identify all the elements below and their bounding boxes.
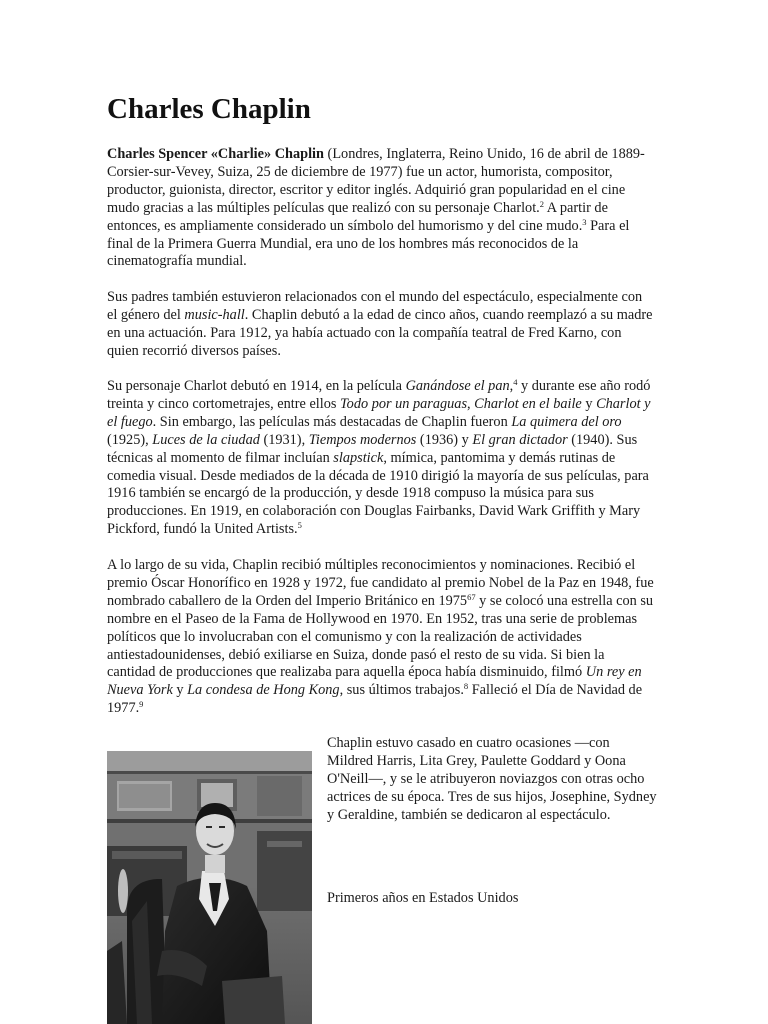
text-span: (1925), (107, 431, 153, 448)
film-title: Charlot y el fuego (107, 395, 651, 430)
charlot-paragraph (107, 378, 655, 539)
text-span: A lo largo de su vida, Chaplin recibió múltiples reconocimientos y nominaciones. Recibió el premio Óscar Honorífico en 1928 y 1972, fue candidato al premio Nobel de la Paz en 1948, fue nombrado caballero de la Orden del Imperio Británico en 1975 (107, 557, 654, 609)
text-span: (1931), (259, 431, 309, 448)
parents-paragraph (107, 289, 655, 361)
italic-term: music-hall (184, 306, 245, 323)
film-title: Un rey en Nueva York (107, 664, 642, 699)
chaplin-photo (107, 751, 312, 1024)
text-span: y se colocó una estrella con su nombre en el Paseo de la Fama de Hollywood en 1970. En 1952, tras una serie de problemas políticos que lo involucraban con el comunismo y con la realización de actividades antiestadounidenses, debió exiliarse en Suiza, donde pasó el resto de su vida. Si bien la cantidad de producciones que realizaba para aquella época había disminuido, filmó (107, 592, 654, 681)
footnote-ref[interactable]: 8 (463, 681, 469, 692)
page-title: Charles Chaplin (107, 93, 311, 125)
footnote-ref[interactable]: 9 (139, 699, 144, 710)
section-heading: Primeros años en Estados Unidos (327, 890, 519, 906)
text-span: , (509, 378, 514, 394)
italic-term: slapstick (333, 449, 384, 466)
text-span: Para el final de la Primera Guerra Mundial, era uno de los hombres más reconocidos de la cinematografía mundial. (107, 217, 630, 270)
text-span: Sus padres también estuvieron relacionados con el mundo del espectáculo, especialmente con el género del (107, 289, 643, 323)
text-span: . Chaplin debutó a la edad de cinco años, cuando reemplazó a su madre en una actuación. Para 1912, ya había actuado con la compañía teatral de Fred Karno, con quien recorrió diversos países. (107, 306, 653, 359)
footnote-ref[interactable]: 3 (582, 216, 587, 227)
film-title: Tiempos modernos (308, 431, 417, 448)
text-span: y durante ese año rodó treinta y cinco cortometrajes, entre ellos (107, 378, 651, 412)
footnote-ref[interactable]: 5 (297, 520, 302, 531)
film-title: El gran dictador (472, 431, 568, 448)
text-span: y (581, 395, 597, 412)
intro-paragraph (107, 146, 655, 271)
text-span: y (172, 682, 188, 699)
text-span: . Sin embargo, las películas más destacadas de Chaplin fueron (152, 413, 512, 430)
text-span: Su personaje Charlot debutó en 1914, en la película (107, 378, 406, 394)
text-span: (1936) y (416, 431, 473, 448)
film-title: La condesa de Hong Kong (187, 682, 340, 699)
film-title: Todo por un paraguas (340, 395, 468, 412)
text-span: (1940). Sus técnicas al momento de filmar incluían (107, 431, 638, 466)
bold-name: Charles Spencer «Charlie» Chaplin (107, 146, 324, 162)
film-title: Charlot en el baile (474, 395, 582, 412)
text-span: , (467, 395, 475, 412)
film-title: Luces de la ciudad (152, 431, 260, 448)
text-span: A partir de entonces, es ampliamente considerado un símbolo del humorismo y del cine mudo. (107, 199, 608, 234)
footnote-ref[interactable]: 67 (467, 591, 476, 602)
footnote-ref[interactable]: 2 (539, 198, 544, 209)
text-span: , mímica, pantomima y demás rutinas de comedia visual. Desde mediados de la década de 1910 dirigió la mayoría de sus películas, para 1916 también se encargó de la producción, y desde 1918 compuso la música para sus producciones. En 1919, en colaboración con Douglas Fairbanks, David Wark Griffith y Mary Pickford, fundó la United Artists. (107, 449, 649, 538)
awards-paragraph (107, 557, 655, 718)
text-span: (Londres, Inglaterra, Reino Unido, 16 de abril de 1889-Corsier-sur-Vevey, Suiza, 25 de diciembre de 1977) fue un actor, humorista, compositor, productor, guionista, director, escritor y editor inglés. Adquirió gran popularidad en el cine mudo gracias a las múltiples películas que realizó con su personaje Charlot. (107, 146, 645, 216)
footnote-ref[interactable]: 4 (513, 377, 518, 387)
text-span: Falleció el Día de Navidad de 1977. (107, 682, 643, 717)
marriages-paragraph: Chaplin estuvo casado en cuatro ocasiones —con Mildred Harris, Lita Grey, Paulette Goddard y Oona O'Neill—, y se le atribuyeron noviazgos con otras ocho actrices de su época. Tres de sus hijos, Josephine, Sydney y Geraldine, también se dedicaron al espectáculo. (327, 735, 657, 823)
text-span: , sus últimos trabajos. (339, 682, 464, 699)
film-title: Ganándose el pan (405, 378, 510, 394)
film-title: La quimera del oro (511, 413, 622, 430)
